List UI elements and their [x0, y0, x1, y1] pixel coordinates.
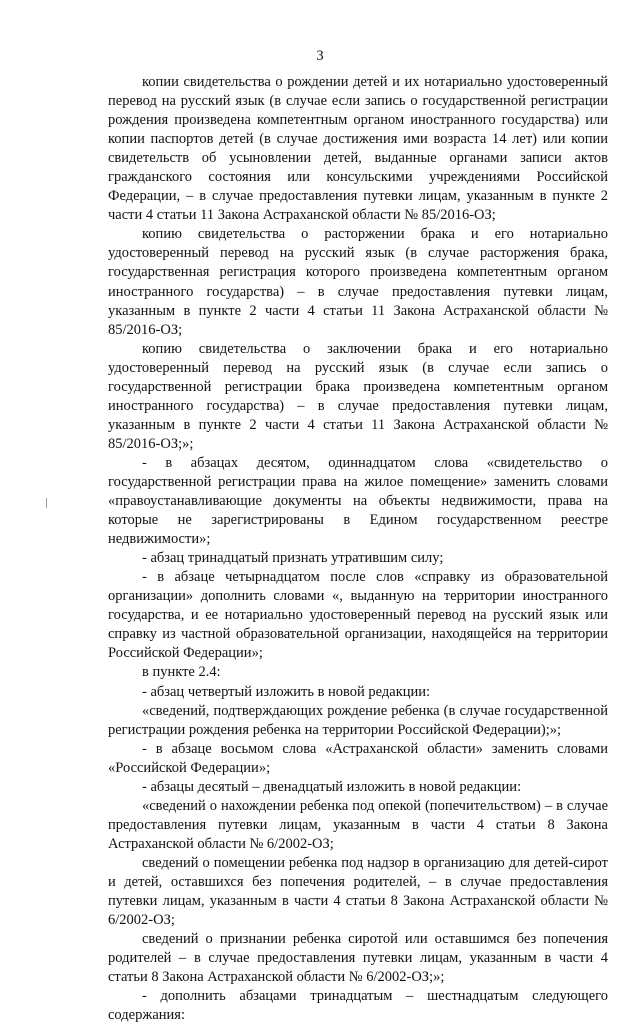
paragraph-15: - дополнить абзацами тринадцатым – шестнадцатым следующего содержания: [108, 988, 608, 1024]
margin-mark [46, 498, 47, 508]
paragraph-6: - в абзаце четырнадцатом после слов «справку из образовательной организации» дополнить словами «, выданную на территории иностранного государства, и ее нотариально удостоверенный перевод на русский язык или справку из частной образовательной организации, находящейся на территории Российской Федерации»; [108, 569, 608, 662]
paragraph-8: - абзац четвертый изложить в новой редакции: [142, 683, 431, 700]
paragraph-13: сведений о помещении ребенка под надзор в организацию для детей-сирот и детей, оставшихся без попечения родителей, – в случае предоставления путевки лицам, указанным в части 4 статьи 8 Закона Астраханской области № 6/2002-ОЗ; [108, 854, 608, 929]
paragraph-1: копии свидетельства о рождении детей и их нотариально удостоверенный перевод на русский язык (в случае если запись о государственной регистрации рождения произведена компетентным органом иностранного государства) или копии паспортов детей (в случае достижения ими возраста 14 лет) или копии свидетельств об усыновлении детей, выданные органами записи актов гражданского состояния или консульскими учреждениями Российской Федерации, – в случае предоставления путевки лицам, указанным в пункте 2 части 4 статьи 11 Закона Астраханской области № 85/2016-ОЗ; [108, 74, 608, 224]
paragraph-9: «сведений, подтверждающих рождение ребенка (в случае государственной регистрации рождения ребенка на территории Российской Федерации);»; [108, 702, 608, 738]
document-body [108, 73, 608, 1025]
paragraph-10: - в абзаце восьмом слова «Астраханской области» заменить словами «Российской Федерации»; [108, 740, 608, 776]
paragraph-5: - абзац тринадцатый признать утратившим силу; [142, 550, 444, 567]
paragraph-4: - в абзацах десятом, одиннадцатом слова «свидетельство о государственной регистрации права на жилое помещение» заменить словами «правоустанавливающие документы на объекты недвижимости, права на которые не зарегистрированы в Едином государственном реестре недвижимости»; [108, 454, 608, 548]
paragraph-12: «сведений о нахождении ребенка под опекой (попечительством) – в случае предоставления путевки лицам, указанным в части 4 статьи 8 Закона Астраханской области № 6/2002-ОЗ; [108, 797, 608, 852]
paragraph-3: копию свидетельства о заключении брака и его нотариально удостоверенный перевод на русский язык (в случае если запись о государственной регистрации брака произведена компетентным органом иностранного государства) – в случае предоставления путевки лицам, указанным в пункте 2 части 4 статьи 11 Закона Астраханской области № 85/2016-ОЗ;»; [108, 340, 608, 452]
paragraph-11: - абзацы десятый – двенадцатый изложить в новой редакции: [142, 778, 522, 795]
paragraph-2: копию свидетельства о расторжении брака и его нотариально удостоверенный перевод на русский язык (в случае расторжения брака, государственная регистрация которого произведена компетентным органом иностранного государства) – в случае предоставления путевки лицам, указанным в пункте 2 части 4 статьи 11 Закона Астраханской области № 85/2016-ОЗ; [108, 226, 608, 338]
paragraph-7: в пункте 2.4: [142, 664, 221, 681]
page-number: 3 [316, 48, 324, 64]
paragraph-14: сведений о признании ребенка сиротой или оставшимся без попечения родителей – в случае предоставления путевки лицам, указанным в части 4 статьи 8 Закона Астраханской области № 6/2002-ОЗ;»; [108, 931, 608, 986]
